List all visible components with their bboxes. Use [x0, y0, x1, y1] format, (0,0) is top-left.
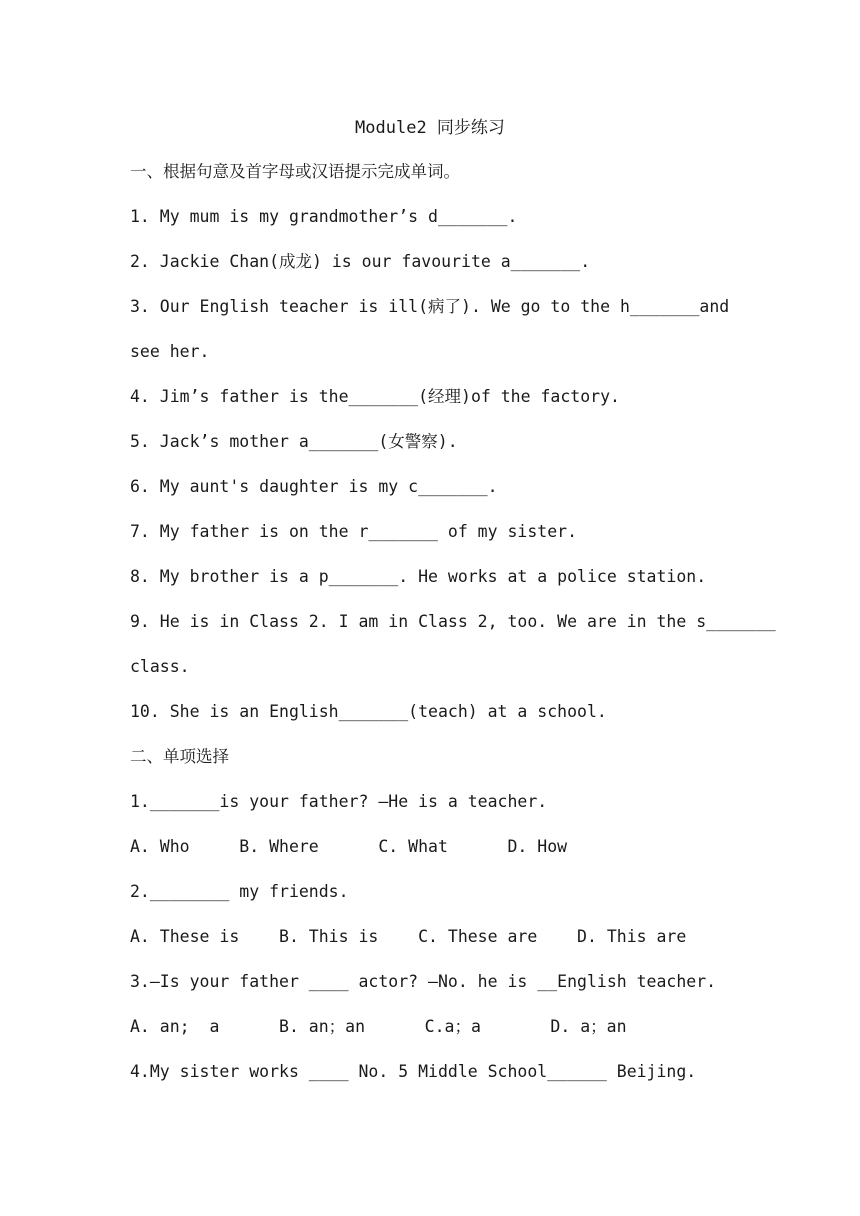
question-line: 1._______is your father? —He is a teacher.	[130, 792, 548, 811]
question-line: 2. Jackie Chan(成龙) is our favourite a_______.	[130, 252, 591, 271]
question-line: 5. Jack’s mother a_______(女警察).	[130, 432, 458, 451]
question-line: 4.My sister works ____ No. 5 Middle School______ Beijing.	[130, 1062, 697, 1081]
options-line: A. These is B. This is C. These are D. This are	[130, 927, 687, 946]
question-line: 9. He is in Class 2. I am in Class 2, too. We are in the s_______	[130, 612, 776, 631]
question-line: see her.	[130, 342, 210, 361]
page-title: Module2 同步练习	[355, 118, 505, 138]
question-line: 3.—Is your father ____ actor? —No. he is __English teacher.	[130, 972, 717, 991]
question-line: class.	[130, 657, 190, 676]
question-line: 7. My father is on the r_______ of my sister.	[130, 522, 578, 541]
question-line: 8. My brother is a p_______. He works at a police station.	[130, 567, 707, 586]
question-line: 4. Jim’s father is the_______(经理)of the factory.	[130, 387, 620, 406]
options-line: A. an; a B. an；an C.a；a D. a；an	[130, 1017, 627, 1036]
question-line: 2.________ my friends.	[130, 882, 349, 901]
question-line: 10. She is an English_______(teach) at a school.	[130, 702, 607, 721]
question-line: 1. My mum is my grandmother’s d_______.	[130, 207, 518, 226]
question-line: 3. Our English teacher is ill(病了). We go to the h_______and	[130, 297, 730, 316]
worksheet-content	[130, 160, 776, 1105]
section-2-heading: 二、单项选择	[130, 747, 229, 766]
section-1-heading: 一、根据句意及首字母或汉语提示完成单词。	[130, 162, 460, 181]
question-line: 6. My aunt's daughter is my c_______.	[130, 477, 498, 496]
options-line: A. Who B. Where C. What D. How	[130, 837, 568, 856]
